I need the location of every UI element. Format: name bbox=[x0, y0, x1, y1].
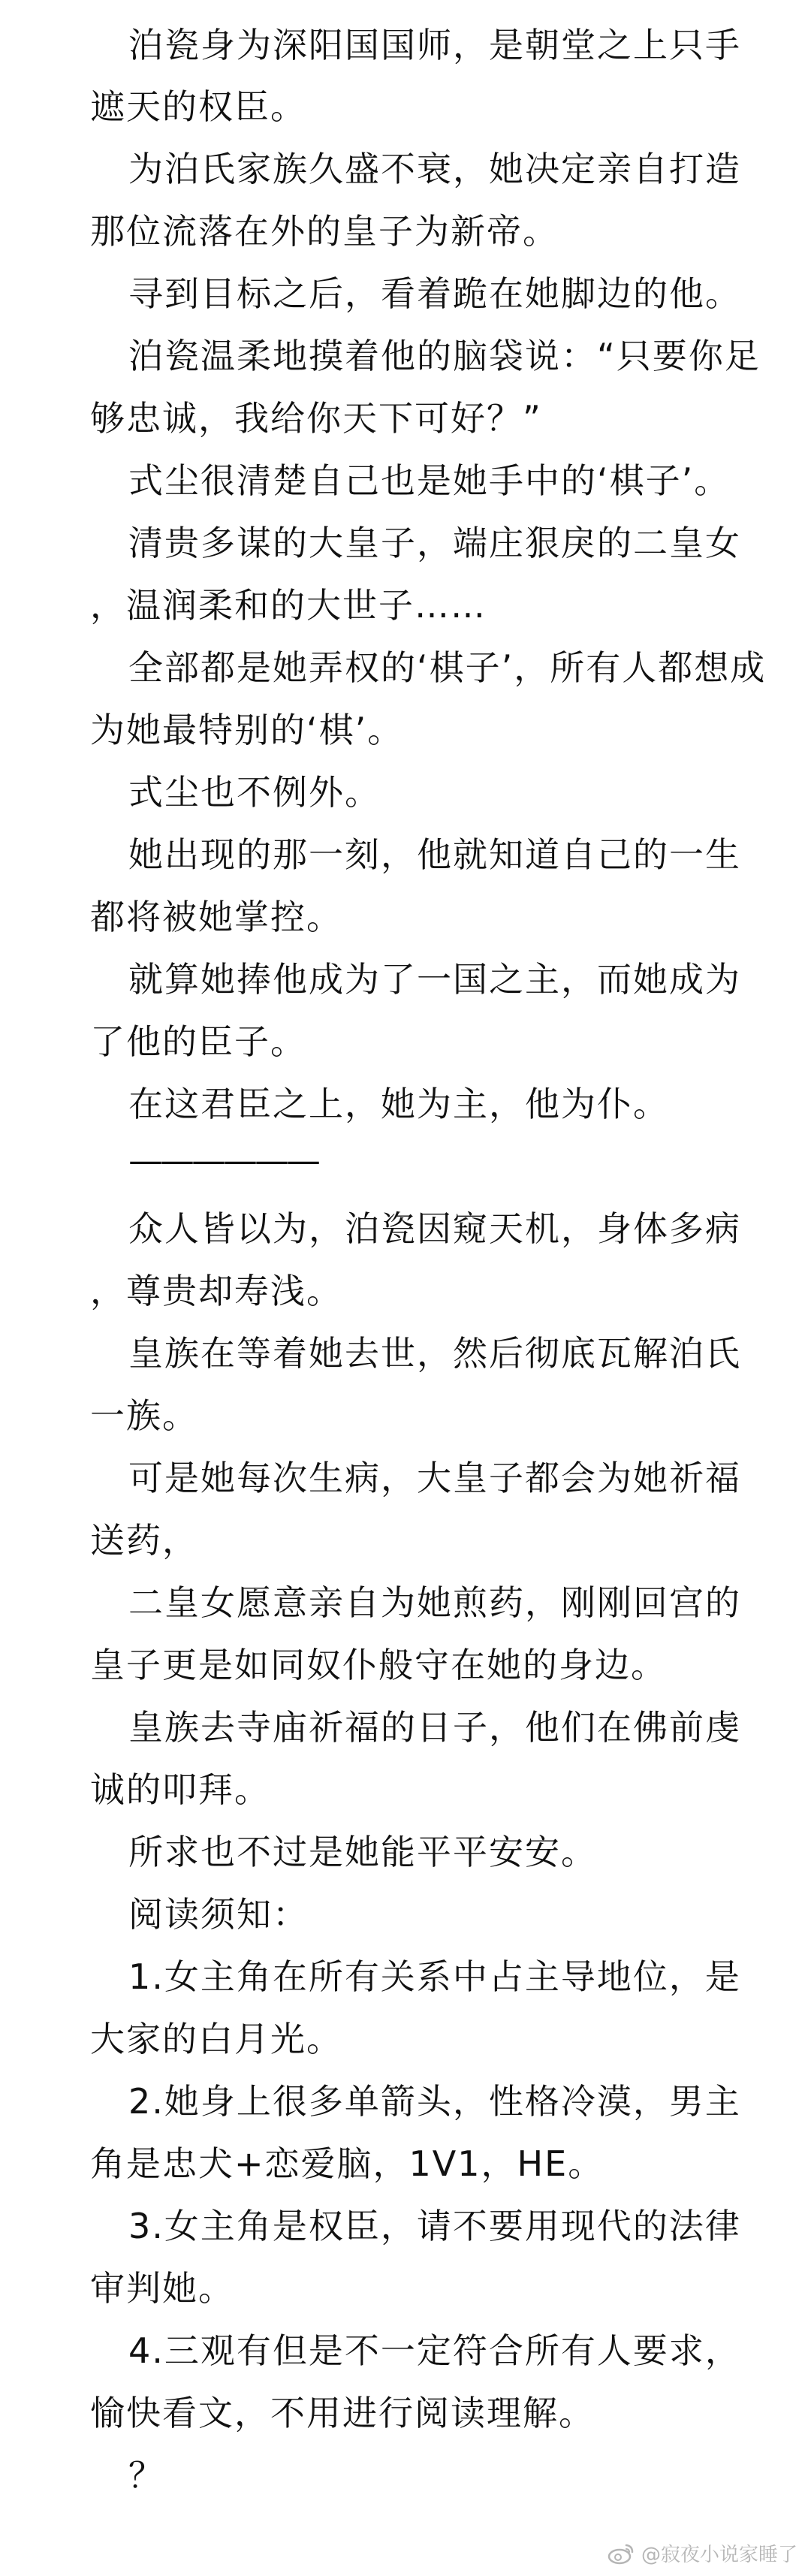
text-line: ，尊贵却寿浅。 bbox=[90, 1271, 342, 1311]
question-mark: ？ bbox=[128, 2455, 164, 2496]
text-line: 她出现的那一刻，他就知道自己的一生 bbox=[128, 834, 741, 875]
text-line: 泊瓷温柔地摸着他的脑袋说：“只要你足 bbox=[128, 336, 761, 376]
text-line: 皇族在等着她去世，然后彻底瓦解泊氏 bbox=[128, 1333, 741, 1374]
text-line: 二皇女愿意亲自为她煎药，刚刚回宫的 bbox=[128, 1582, 741, 1623]
text-line: 为泊氏家族久盛不衰，她决定亲自打造 bbox=[128, 149, 741, 189]
text-line: 式尘很清楚自己也是她手中的‘棋子’。 bbox=[128, 460, 731, 501]
text-line: 寻到目标之后，看着跪在她脚边的他。 bbox=[128, 273, 741, 314]
text-line: 一族。 bbox=[90, 1395, 198, 1436]
text-line: 那位流落在外的皇子为新帝。 bbox=[90, 211, 559, 252]
text-line: 皇子更是如同奴仆般守在她的身边。 bbox=[90, 1645, 667, 1685]
text-line: 送药， bbox=[90, 1520, 198, 1561]
text-line: 泊瓷身为深阳国国师，是朝堂之上只手 bbox=[128, 25, 741, 65]
notice-item: 3.女主角是权臣，请不要用现代的法律 bbox=[128, 2206, 741, 2246]
text-line: 遮天的权臣。 bbox=[90, 86, 306, 127]
text-line: 了他的臣子。 bbox=[90, 1021, 306, 1062]
notice-item: 1.女主角在所有关系中占主导地位，是 bbox=[128, 1956, 741, 1997]
notice-item: 2.她身上很多单箭头，性格冷漠，男主 bbox=[128, 2081, 741, 2122]
text-line: 都将被她掌控。 bbox=[90, 897, 342, 937]
weibo-logo-icon bbox=[607, 2542, 635, 2565]
text-line: 清贵多谋的大皇子，端庄狠戾的二皇女 bbox=[128, 523, 741, 563]
text-line: 可是她每次生病，大皇子都会为她祈福 bbox=[128, 1458, 741, 1498]
notice-item: 愉快看文，不用进行阅读理解。 bbox=[90, 2393, 595, 2433]
section-divider: —————— bbox=[128, 1140, 318, 1181]
text-line: 就算她捧他成为了一国之主，而她成为 bbox=[128, 959, 741, 1000]
text-line: 式尘也不例外。 bbox=[128, 772, 381, 813]
notice-item: 4.三观有但是不一定符合所有人要求， bbox=[128, 2330, 741, 2371]
notice-heading: 阅读须知： bbox=[128, 1894, 309, 1935]
text-line: 所求也不过是她能平平安安。 bbox=[128, 1832, 597, 1872]
notice-item: 大家的白月光。 bbox=[90, 2019, 342, 2059]
text-line: ，温润柔和的大世子…… bbox=[90, 585, 487, 626]
text-line: 为她最特别的‘棋’。 bbox=[90, 710, 404, 750]
watermark-text: @寂夜小说家睡了 bbox=[641, 2544, 797, 2566]
text-line: 众人皆以为，泊瓷因窥天机，身体多病 bbox=[128, 1208, 741, 1249]
notice-item: 审判她。 bbox=[90, 2268, 234, 2309]
text-line: 皇族去寺庙祈福的日子，他们在佛前虔 bbox=[128, 1707, 741, 1748]
text-line: 诚的叩拜。 bbox=[90, 1769, 270, 1810]
text-line: 够忠诚，我给你天下可好？” bbox=[90, 398, 542, 439]
notice-item: 角是忠犬+恋爱脑，1V1，HE。 bbox=[90, 2143, 604, 2184]
text-line: 在这君臣之上，她为主，他为仆。 bbox=[128, 1084, 669, 1124]
watermark bbox=[607, 2539, 797, 2567]
text-line: 全部都是她弄权的‘棋子’，所有人都想成 bbox=[128, 647, 767, 688]
